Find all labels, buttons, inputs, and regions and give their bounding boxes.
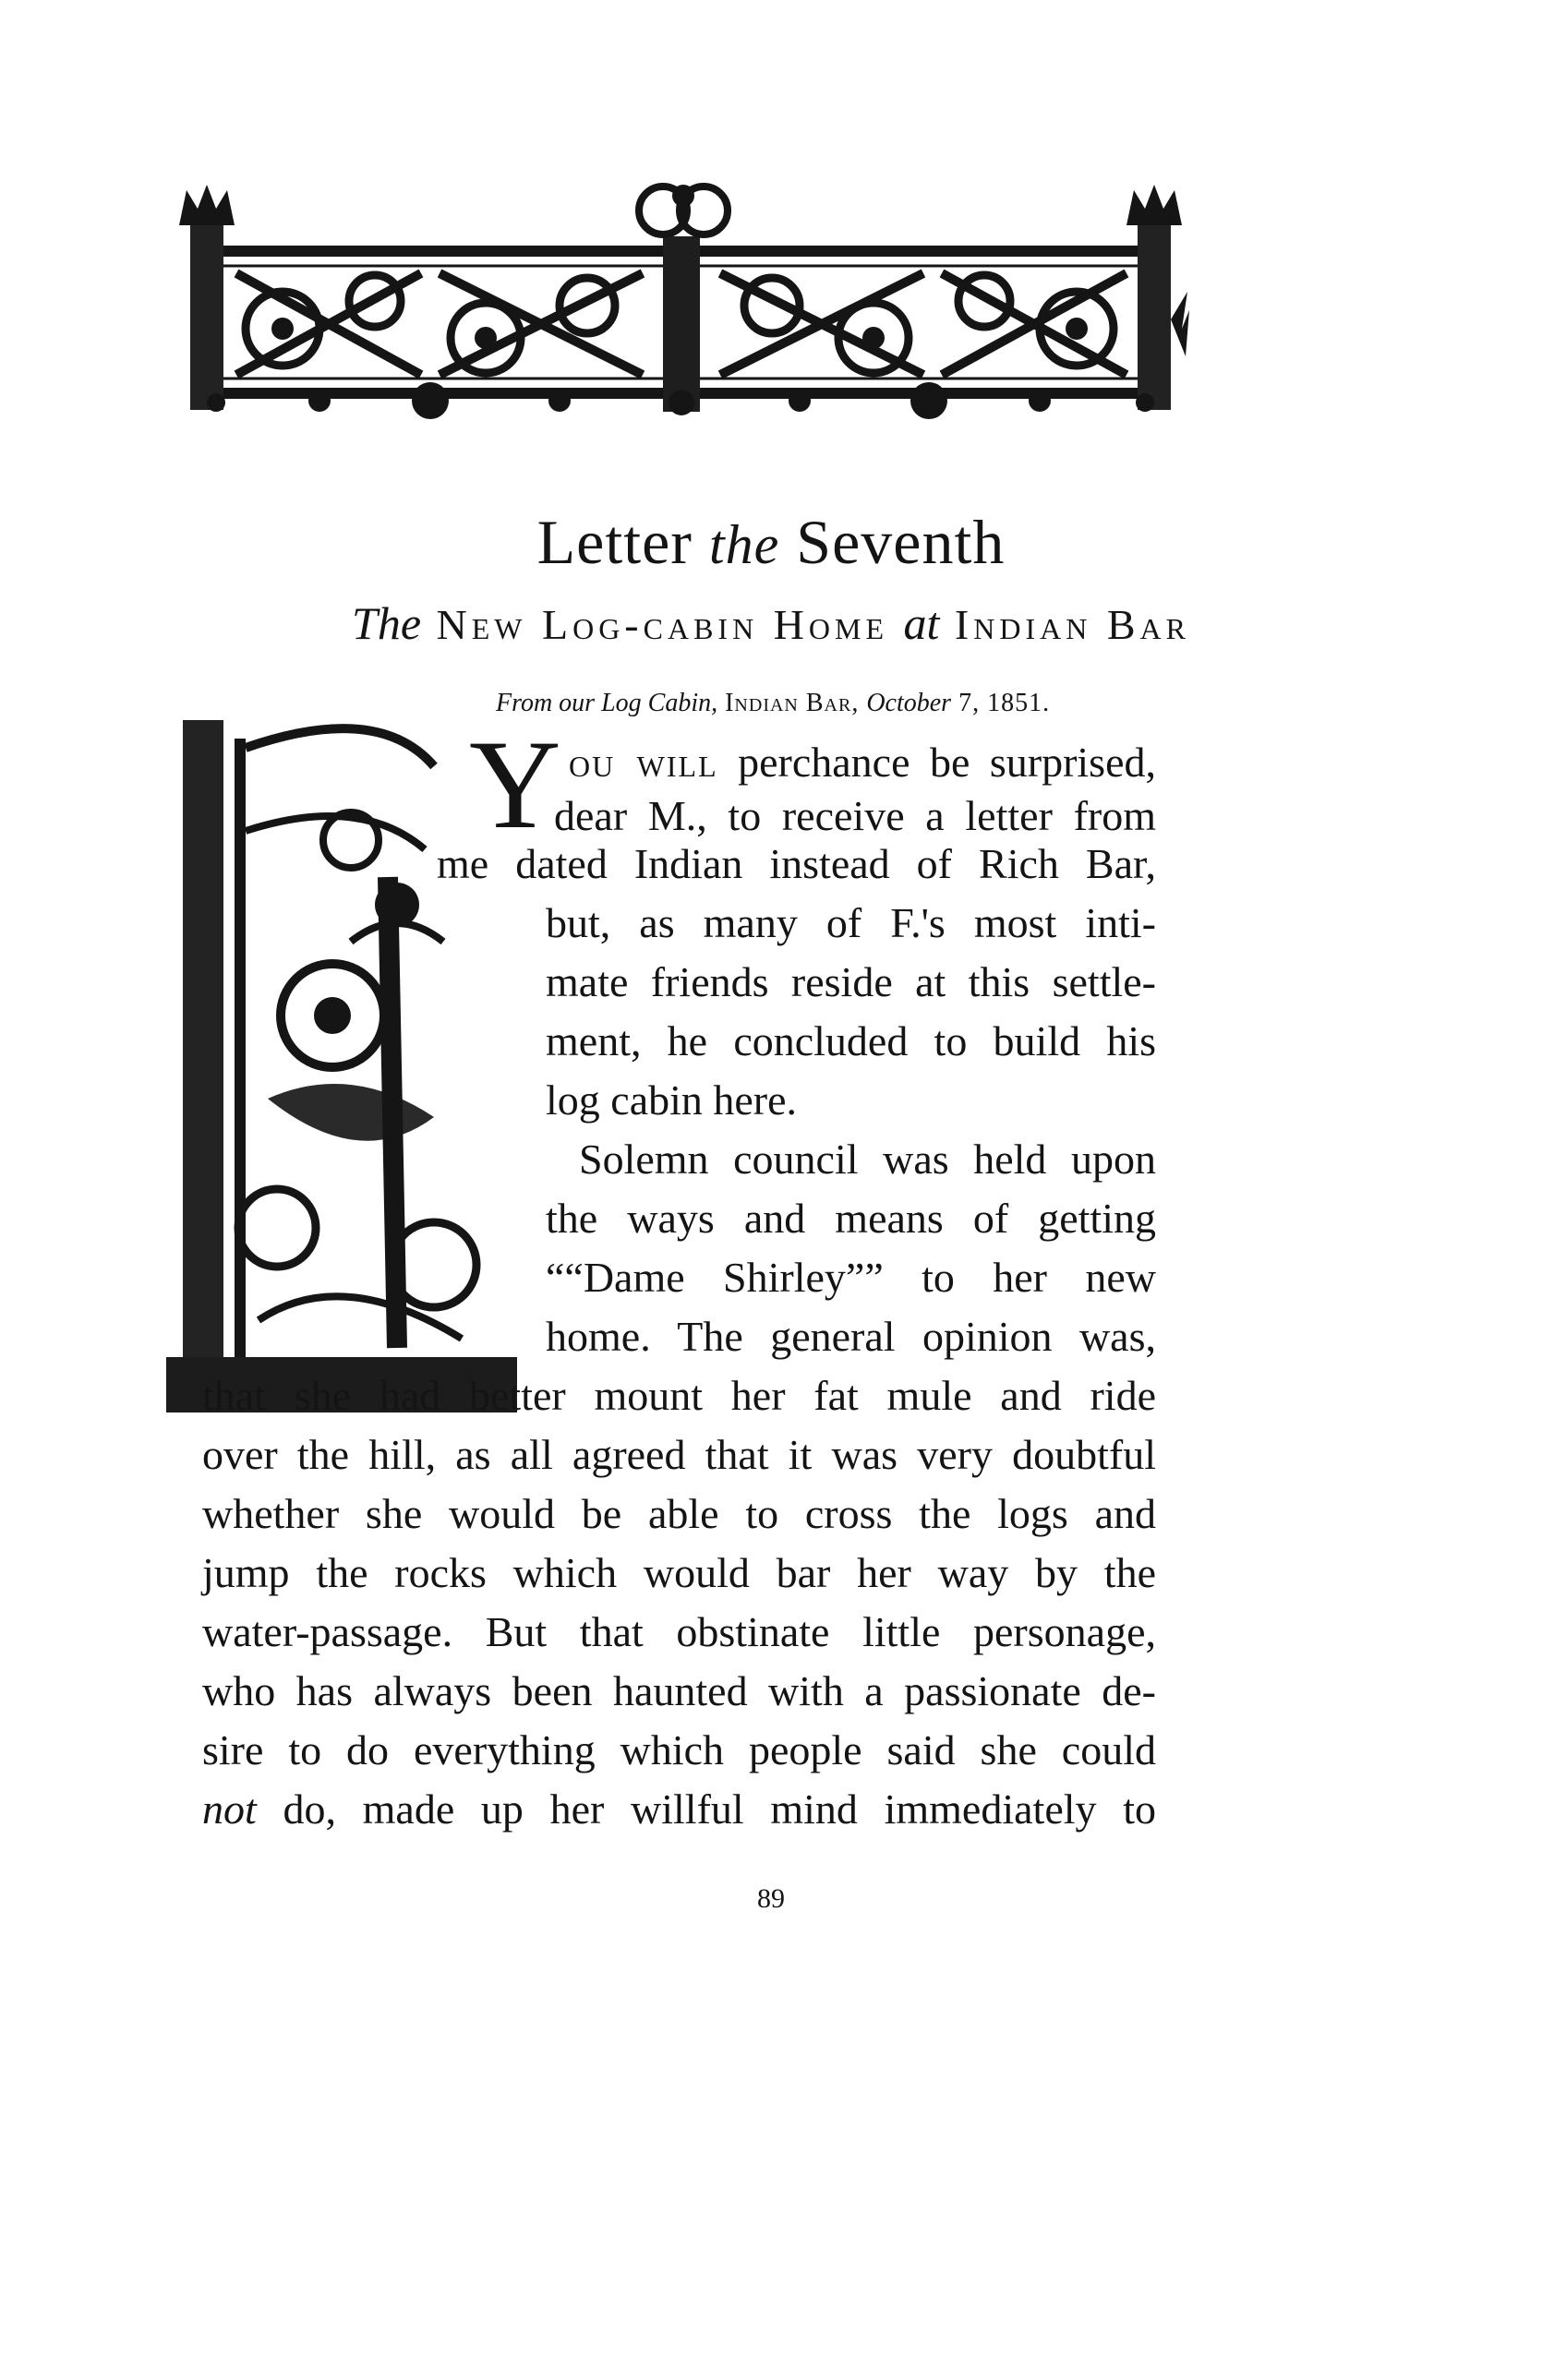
line-text: do, made up her willful mind immediately to <box>256 1785 1156 1833</box>
chapter-subtitle <box>0 596 1542 650</box>
text-line: Solemn council was held upon <box>579 1136 1156 1183</box>
title-italic-the: the <box>708 514 780 575</box>
dateline-from: From our Log Cabin, <box>496 689 718 717</box>
page-number: 89 <box>757 1883 785 1914</box>
text-line: whether she would be able to cross the logs and <box>202 1490 1156 1537</box>
text-line: jump the rocks which would bar her way by the <box>202 1549 1156 1596</box>
text-line: over the hill, as all agreed that it was very doubtful <box>202 1431 1156 1478</box>
ornamental-headpiece <box>172 181 1189 419</box>
text-line: dear M., to receive a letter from <box>554 792 1156 839</box>
text-line: home. The general opinion was, <box>546 1313 1156 1360</box>
text-line <box>569 735 1156 790</box>
text-line: water-passage. But that obstinate little personage, <box>202 1608 1156 1655</box>
opening-small-caps: ou will <box>569 739 718 786</box>
dateline <box>496 689 1050 718</box>
dateline-day-year: 7, 1851. <box>951 689 1051 717</box>
text-line: but, as many of F.'s most inti- <box>546 899 1156 946</box>
subtitle-text: New Log-cabin Home <box>421 601 904 648</box>
text-line: sire to do everything which people said she could <box>202 1726 1156 1773</box>
text-line: who has always been haunted with a passionate de- <box>202 1667 1156 1714</box>
emphasis-not: not <box>202 1785 257 1833</box>
drop-cap-block <box>469 714 1156 855</box>
title-text: Letter <box>536 507 709 577</box>
text-line: log cabin here. <box>546 1076 798 1124</box>
title-text-2: Seventh <box>779 507 1006 577</box>
drop-cap-letter: Y <box>469 714 561 855</box>
subtitle-italic-the: The <box>352 597 422 649</box>
text-line: the ways and means of getting <box>546 1195 1156 1242</box>
subtitle-text-2: Indian Bar <box>939 601 1190 648</box>
subtitle-italic-at: at <box>903 597 940 649</box>
line-text: perchance be surprised, <box>717 739 1156 786</box>
text-line: ment, he concluded to build his <box>546 1017 1156 1064</box>
text-line: ““Dame Shirley”” to her new <box>546 1254 1156 1301</box>
dateline-month: October <box>866 689 952 717</box>
dateline-place: Indian Bar, <box>717 689 867 717</box>
text-line: mate friends reside at this settle- <box>546 958 1156 1005</box>
text-line <box>202 1780 1156 1839</box>
chapter-title <box>0 506 1542 579</box>
text-line: me dated Indian instead of Rich Bar, <box>437 840 1156 887</box>
text-line: that she had better mount her fat mule and ride <box>202 1372 1156 1419</box>
